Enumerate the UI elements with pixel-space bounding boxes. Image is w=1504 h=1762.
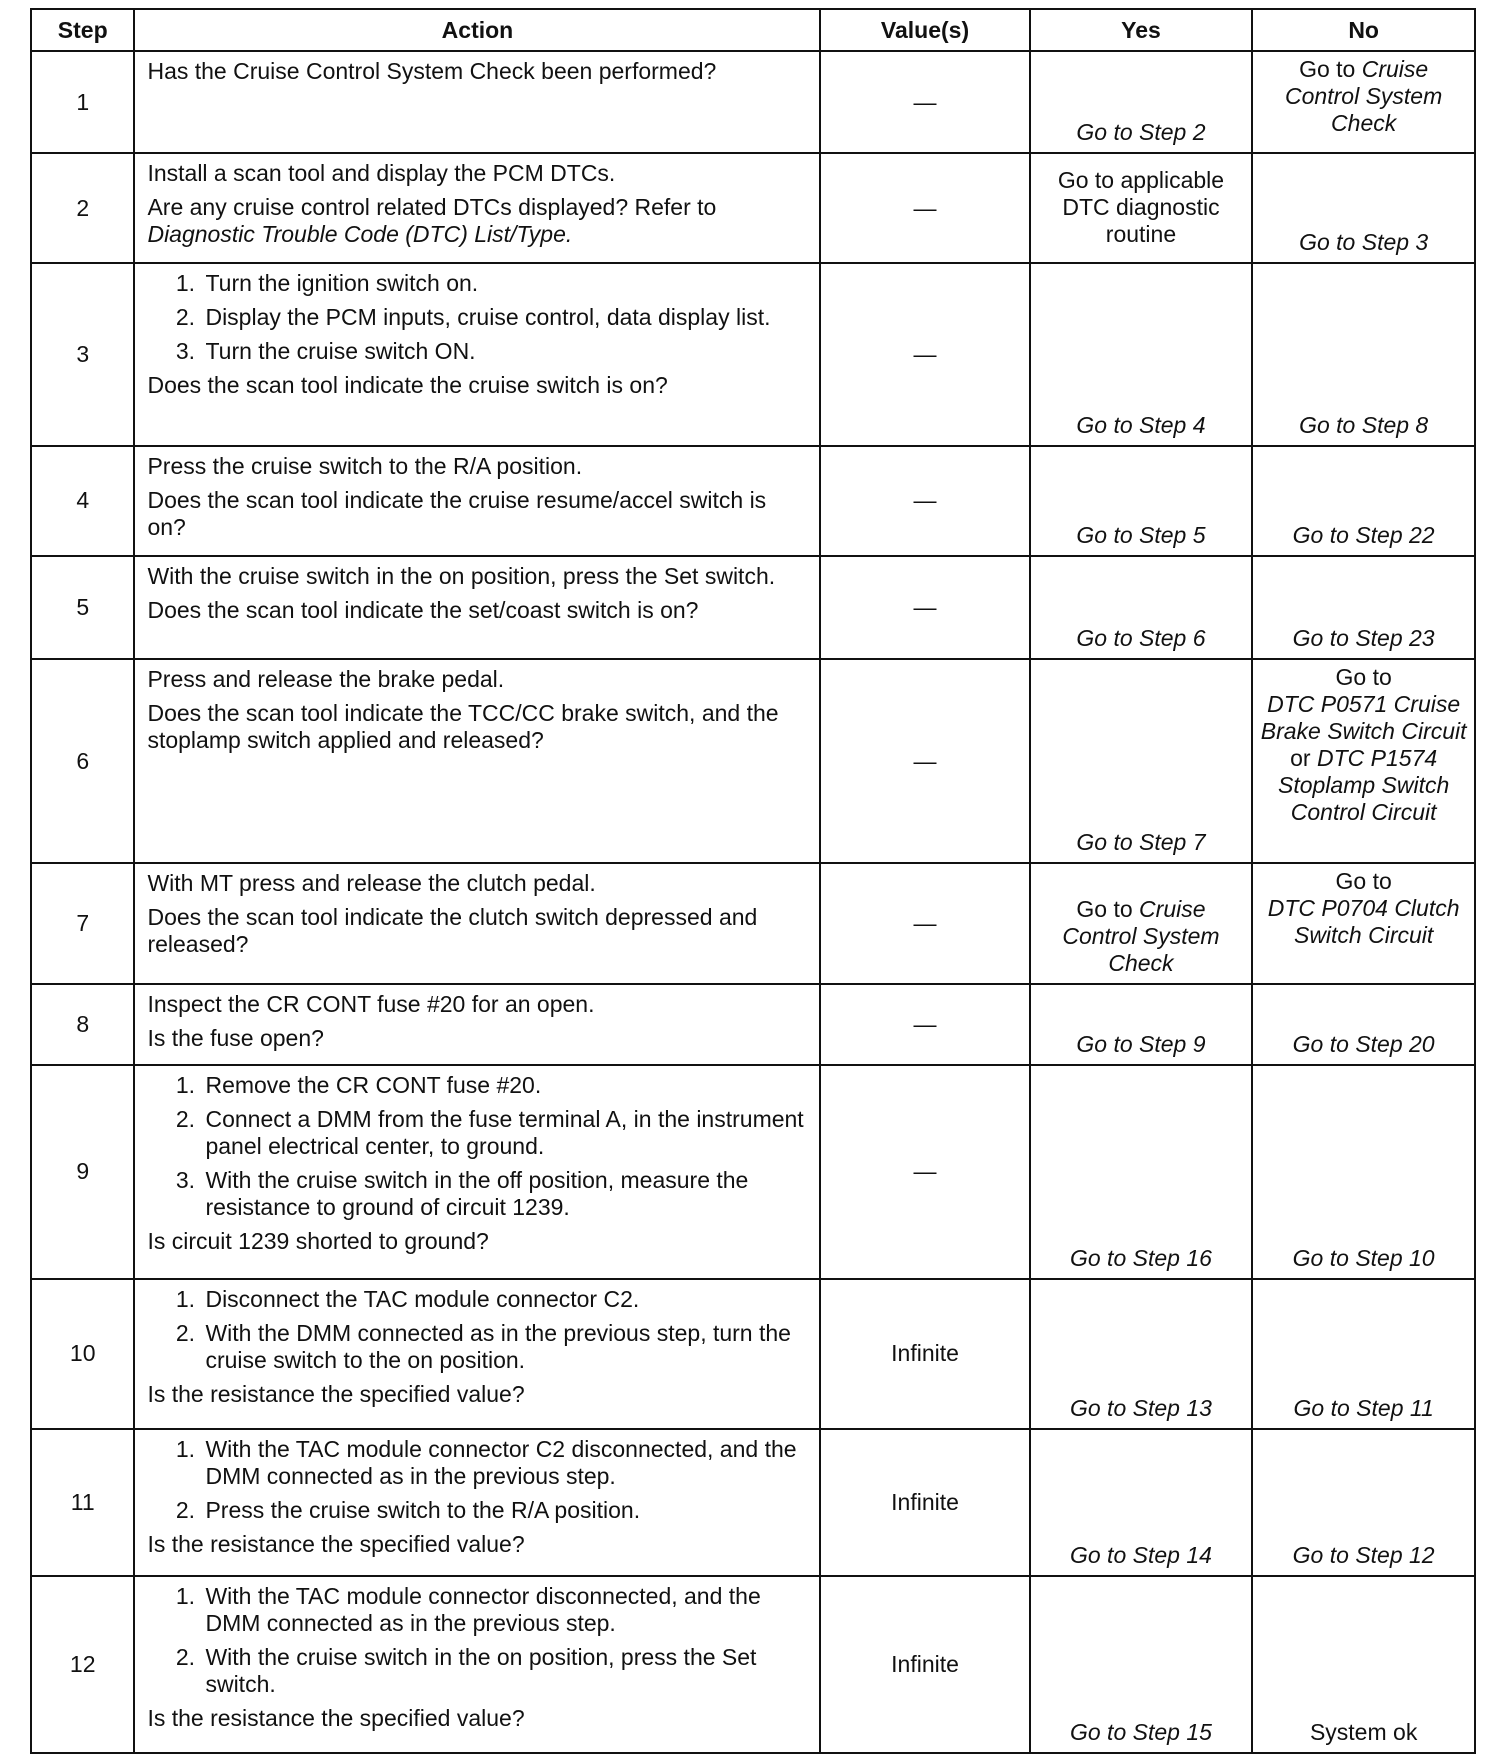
action-question: Is the resistance the specified value? [147,1381,525,1408]
header-step: Step [31,9,134,51]
table-row [31,153,1475,263]
action-cell [134,1576,820,1753]
yes-cell [1030,556,1253,659]
action-step: 3. Turn the cruise switch ON. [201,338,805,365]
no-cell: System ok [1252,1576,1475,1753]
action-step: 2. Connect a DMM from the fuse terminal A, in the instrument panel electrical center, to ground. [201,1106,805,1160]
no-or: or [1290,744,1311,771]
yes-link[interactable]: Go to Step 9 [1076,1030,1206,1057]
no-link[interactable]: DTC P0571 Cruise Brake Switch Circuit [1260,690,1467,744]
action-question: Does the scan tool indicate the cruise resume/accel switch is on? [147,486,767,540]
action-question: Is circuit 1239 shorted to ground? [147,1227,489,1254]
yes-prefix: Go to [1076,896,1133,923]
yes-cell [1030,446,1253,556]
no-link[interactable]: DTC P1574 Stoplamp Switch Control Circuit [1277,744,1450,825]
action-step: 1. With the TAC module connector disconnected, and the DMM connected as in the previous step. [201,1583,805,1637]
table-row [31,556,1475,659]
action-question: Does the scan tool indicate the set/coast switch is on? [147,596,699,623]
yes-link[interactable]: Cruise Control System Check [1062,896,1220,977]
no-link[interactable]: Cruise Control System Check [1285,56,1443,136]
action-question: Does the scan tool indicate the clutch switch depressed and released? [147,904,758,958]
no-cell [1252,984,1475,1064]
action-steps [147,270,805,365]
table-row [31,1576,1475,1753]
action-cell [134,556,820,659]
action-step: 3. With the cruise switch in the off position, measure the resistance to ground of circuit 1239. [201,1167,805,1221]
no-cell [1252,446,1475,556]
value-cell: — [820,659,1029,864]
value-cell: — [820,556,1029,659]
action-cell [134,1429,820,1576]
yes-cell [1030,984,1253,1064]
yes-cell [1030,1429,1253,1576]
action-text: With MT press and release the clutch pedal. [147,870,596,897]
no-link[interactable]: Go to Step 23 [1292,624,1435,651]
action-cell [134,446,820,556]
value-cell: — [820,153,1029,263]
step-number: 12 [31,1576,134,1753]
yes-link[interactable]: Go to Step 2 [1076,119,1206,146]
no-link[interactable]: Go to Step 10 [1292,1245,1435,1272]
step-number: 6 [31,659,134,864]
yes-link[interactable]: Go to Step 6 [1076,624,1206,651]
value-cell: — [820,984,1029,1064]
no-cell [1252,1065,1475,1279]
header-values: Value(s) [820,9,1029,51]
header-no: No [1252,9,1475,51]
action-question: Does the scan tool indicate the cruise switch is on? [147,372,668,399]
action-step: 2. With the DMM connected as in the previous step, turn the cruise switch to the on position. [201,1320,805,1374]
action-cell [134,153,820,263]
value-cell: — [820,51,1029,153]
table-row [31,263,1475,446]
table-row [31,984,1475,1064]
header-action: Action [134,9,820,51]
action-question: Is the fuse open? [147,1025,324,1052]
yes-cell [1030,1576,1253,1753]
action-cell [134,51,820,153]
action-question: Does the scan tool indicate the TCC/CC brake switch, and the stoplamp switch applied and released? [147,699,779,753]
action-text: Press the cruise switch to the R/A position. [147,452,583,479]
action-step: 1. With the TAC module connector C2 disconnected, and the DMM connected as in the previous step. [201,1436,805,1490]
action-text: Are any cruise control related DTCs displayed? Refer to [147,194,717,221]
action-cell [134,263,820,446]
action-question: Is the resistance the specified value? [147,1704,525,1731]
action-text: Has the Cruise Control System Check been performed? [147,58,717,84]
header-row [31,9,1475,51]
no-prefix: Go to [1335,868,1392,895]
action-step: 1. Turn the ignition switch on. [201,270,805,297]
no-link[interactable]: Go to Step 20 [1292,1030,1435,1057]
action-cell [134,659,820,864]
yes-link[interactable]: Go to Step 13 [1069,1394,1212,1421]
action-step: 2. Press the cruise switch to the R/A position. [201,1497,805,1524]
action-text: Install a scan tool and display the PCM DTCs. [147,160,616,187]
table-row [31,863,1475,984]
yes-cell [1030,1065,1253,1279]
action-text: With the cruise switch in the on position, press the Set switch. [147,562,776,589]
step-number: 2 [31,153,134,263]
action-step: 1. Disconnect the TAC module connector C2. [201,1286,805,1313]
table-row [31,659,1475,864]
yes-link[interactable]: Go to Step 16 [1069,1245,1212,1272]
step-number: 4 [31,446,134,556]
value-cell: Infinite [820,1576,1029,1753]
no-cell [1252,263,1475,446]
action-text: Press and release the brake pedal. [147,665,505,692]
yes-cell [1030,263,1253,446]
no-cell [1252,1279,1475,1429]
table-row [31,1279,1475,1429]
action-step: 1. Remove the CR CONT fuse #20. [201,1072,805,1099]
yes-cell [1030,659,1253,864]
no-link[interactable]: Go to Step 3 [1299,229,1429,256]
step-number: 7 [31,863,134,984]
table-row [31,1065,1475,1279]
action-steps [147,1286,805,1374]
step-number: 5 [31,556,134,659]
value-cell: — [820,446,1029,556]
yes-link[interactable]: Go to Step 5 [1076,521,1206,548]
action-cell [134,1279,820,1429]
action-cell [134,863,820,984]
no-cell [1252,51,1475,153]
no-link[interactable]: Go to Step 12 [1292,1541,1435,1568]
no-link[interactable]: Go to Step 22 [1292,521,1435,548]
no-link[interactable]: Go to Step 11 [1293,1394,1434,1421]
table-row [31,51,1475,153]
action-question [147,194,805,248]
step-number: 11 [31,1429,134,1576]
value-cell: — [820,863,1029,984]
no-prefix: Go to [1299,56,1356,82]
yes-link[interactable]: Go to Step 4 [1076,411,1206,438]
no-link[interactable]: DTC P0704 Clutch Switch Circuit [1267,895,1460,949]
no-cell [1252,153,1475,263]
yes-link[interactable]: Go to Step 7 [1076,829,1206,856]
value-cell: — [820,263,1029,446]
step-number: 3 [31,263,134,446]
action-text: Inspect the CR CONT fuse #20 for an open. [147,991,595,1018]
reference-link[interactable]: Diagnostic Trouble Code (DTC) List/Type. [147,221,573,248]
action-steps [147,1583,805,1698]
table-row [31,1429,1475,1576]
no-prefix: Go to [1335,663,1392,690]
action-step: 2. With the cruise switch in the on position, press the Set switch. [201,1644,805,1698]
action-question: Is the resistance the specified value? [147,1530,525,1557]
yes-cell: Go to applicable DTC diagnostic routine [1030,153,1253,263]
action-steps [147,1436,805,1524]
action-cell [134,1065,820,1279]
action-steps [147,1072,805,1221]
no-cell [1252,556,1475,659]
yes-cell [1030,51,1253,153]
action-cell [134,984,820,1064]
action-step: 2. Display the PCM inputs, cruise control, data display list. [201,304,805,331]
step-number: 8 [31,984,134,1064]
step-number: 9 [31,1065,134,1279]
yes-link[interactable]: Go to Step 14 [1069,1541,1212,1568]
value-cell: Infinite [820,1279,1029,1429]
no-cell [1252,659,1475,864]
no-link[interactable]: Go to Step 8 [1299,411,1429,438]
yes-link[interactable]: Go to Step 15 [1069,1719,1212,1745]
no-cell [1252,1429,1475,1576]
no-cell [1252,863,1475,984]
step-number: 1 [31,51,134,153]
diagnostic-table [30,8,1476,1754]
yes-cell [1030,863,1253,984]
table-row [31,446,1475,556]
value-cell: — [820,1065,1029,1279]
header-yes: Yes [1030,9,1253,51]
step-number: 10 [31,1279,134,1429]
value-cell: Infinite [820,1429,1029,1576]
yes-cell [1030,1279,1253,1429]
